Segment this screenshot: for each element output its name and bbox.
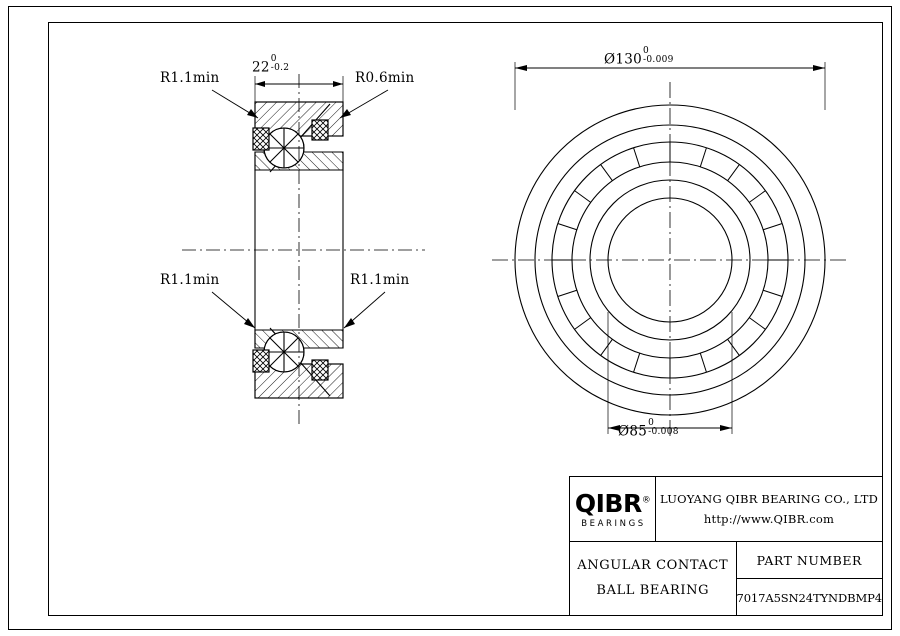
company-logo	[570, 477, 656, 541]
title-block-body	[570, 542, 882, 616]
section-view	[160, 54, 460, 440]
bore-diameter-label: Ø85 0 -0.008	[618, 418, 679, 440]
chamfer-left-top-label: R1.1min	[160, 70, 220, 86]
face-view-graphic	[487, 46, 857, 450]
part-number-label: PART NUMBER	[737, 542, 883, 579]
title-block-header	[570, 477, 882, 542]
chamfer-right-top-label: R0.6min	[355, 70, 415, 86]
registered-trademark-icon: ®	[641, 495, 651, 506]
company-name: LUOYANG QIBR BEARING CO., LTD	[660, 492, 878, 506]
face-view	[487, 46, 857, 450]
logo-brand: QIBR®	[574, 489, 651, 518]
company-info	[656, 492, 882, 526]
product-name-line-2: BALL BEARING	[596, 583, 710, 598]
chamfer-right-bottom-label: R1.1min	[350, 272, 410, 288]
chamfer-left-bottom-label: R1.1min	[160, 272, 220, 288]
product-name-line-1: ANGULAR CONTACT	[577, 558, 729, 574]
logo-tagline: BEARINGS	[581, 519, 646, 529]
company-url: http://www.QIBR.com	[703, 512, 835, 526]
title-block	[569, 476, 883, 616]
outer-diameter-label: Ø130 0 -0.009	[604, 46, 674, 68]
part-number-value: 7017A5SN24TYNDBMP4	[736, 590, 882, 605]
width-dimension-label: 22 0 -0.2	[252, 54, 290, 76]
part-number-block	[737, 542, 883, 616]
section-view-graphic	[170, 60, 460, 440]
product-name	[570, 542, 737, 616]
